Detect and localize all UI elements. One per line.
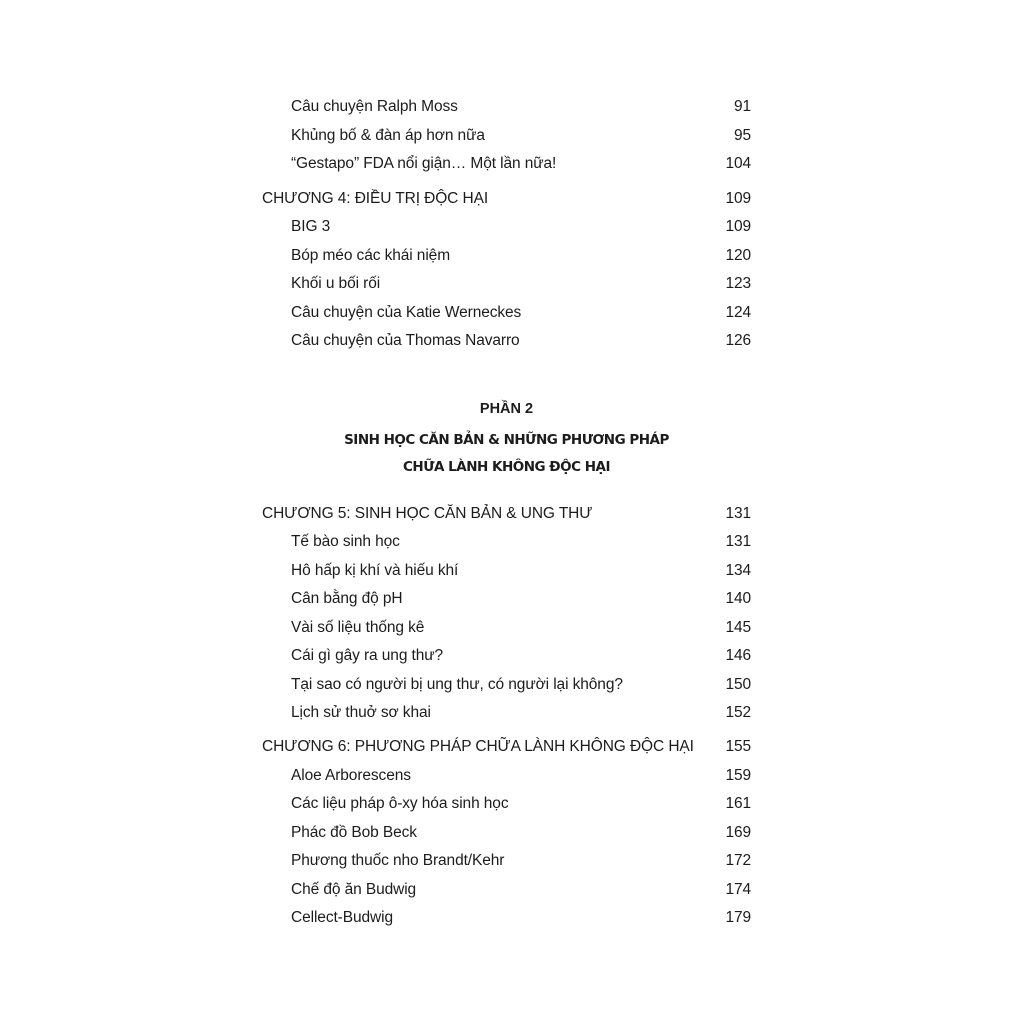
toc-entry	[291, 763, 751, 789]
toc-entry	[291, 558, 751, 584]
toc-entry-title: Khối u bối rối	[291, 275, 381, 292]
toc-entry-title: Câu chuyện của Katie Werneckes	[291, 304, 522, 321]
toc-entry	[291, 123, 751, 149]
toc-entry-title: Vài số liệu thống kê	[291, 619, 425, 636]
toc-entry-page: 140	[725, 590, 751, 607]
toc-entry-page: 124	[725, 304, 751, 321]
toc-entry	[291, 214, 751, 240]
toc-entry	[291, 672, 751, 698]
toc-entry-page: 95	[733, 127, 751, 144]
toc-entry	[291, 328, 751, 354]
toc-entry-title: Cái gì gây ra ung thư?	[291, 647, 444, 664]
toc-entry	[291, 820, 751, 846]
toc-entry-page: 120	[725, 247, 751, 264]
part-title-line-2: CHỮA LÀNH KHÔNG ĐỘC HẠI	[403, 459, 610, 475]
chapter-page: 155	[725, 738, 751, 755]
toc-entry-title: Hô hấp kị khí và hiếu khí	[291, 562, 459, 579]
toc-entry-title: Chế độ ăn Budwig	[291, 881, 417, 898]
toc-entry-page: 126	[725, 332, 751, 349]
toc-entry-title: “Gestapo” FDA nổi giận… Một lần nữa!	[291, 155, 557, 172]
toc-entry-page: 179	[725, 909, 751, 926]
toc-entry	[291, 300, 751, 326]
toc-entry	[291, 700, 751, 726]
toc-chapter-5	[262, 501, 751, 527]
toc-entry-page: 150	[725, 676, 751, 693]
toc-entry-page: 134	[725, 562, 751, 579]
toc-entry-page: 146	[725, 647, 751, 664]
toc-entry	[291, 791, 751, 817]
toc-entry-title: Bóp méo các khái niệm	[291, 247, 451, 264]
toc-entry-title: Tại sao có người bị ung thư, có người lại không?	[291, 676, 623, 693]
toc-entry-title: Các liệu pháp ô-xy hóa sinh học	[291, 795, 509, 812]
toc-entry	[291, 877, 751, 903]
toc-entry-page: 145	[725, 619, 751, 636]
toc-entry-title: Khủng bố & đàn áp hơn nữa	[291, 127, 485, 144]
toc-entry-title: Phác đồ Bob Beck	[291, 824, 417, 841]
chapter-page: 109	[725, 190, 751, 207]
toc-entry-title: Phương thuốc nho Brandt/Kehr	[291, 852, 505, 869]
toc-entry-page: 152	[725, 704, 751, 721]
chapter-title: CHƯƠNG 5: SINH HỌC CĂN BẢN & UNG THƯ	[262, 505, 593, 522]
toc-entry-title: Tế bào sinh học	[291, 533, 400, 550]
toc-entry	[291, 643, 751, 669]
toc-entry-title: Cellect-Budwig	[291, 909, 393, 926]
toc-entry	[291, 151, 751, 177]
toc-entry-page: 161	[725, 795, 751, 812]
chapter-title: CHƯƠNG 4: ĐIỀU TRỊ ĐỘC HẠI	[262, 190, 489, 207]
toc-entry-page: 109	[725, 218, 751, 235]
chapter-page: 131	[725, 505, 751, 522]
toc-entry-page: 104	[725, 155, 751, 172]
toc-entry-title: Câu chuyện Ralph Moss	[291, 98, 458, 115]
toc-entry	[291, 586, 751, 612]
toc-entry-title: Lịch sử thuở sơ khai	[291, 704, 431, 721]
chapter-title: CHƯƠNG 6: PHƯƠNG PHÁP CHỮA LÀNH KHÔNG ĐỘC HẠI	[262, 738, 694, 755]
toc-entry-page: 91	[733, 98, 751, 115]
toc-entry-page: 131	[725, 533, 751, 550]
toc-entry-title: BIG 3	[291, 218, 331, 235]
toc-entry	[291, 243, 751, 269]
toc-entry	[291, 529, 751, 555]
toc-entry-title: Câu chuyện của Thomas Navarro	[291, 332, 520, 349]
toc-entry-page: 172	[725, 852, 751, 869]
toc-entry-page: 169	[725, 824, 751, 841]
toc-entry	[291, 905, 751, 931]
toc-chapter-6	[262, 734, 751, 760]
toc-entry-page: 159	[725, 767, 751, 784]
part-title-line-1: SINH HỌC CĂN BẢN & NHỮNG PHƯƠNG PHÁP	[344, 432, 669, 448]
toc-entry	[291, 615, 751, 641]
toc-entry-title: Aloe Arborescens	[291, 767, 411, 784]
toc-entry	[291, 94, 751, 120]
toc-entry-page: 174	[725, 881, 751, 898]
toc-entry-page: 123	[725, 275, 751, 292]
toc-chapter-4	[262, 186, 751, 212]
toc-entry	[291, 271, 751, 297]
part-label: PHẦN 2	[479, 401, 534, 417]
toc-entry	[291, 848, 751, 874]
toc-entry-title: Cân bằng độ pH	[291, 590, 403, 607]
